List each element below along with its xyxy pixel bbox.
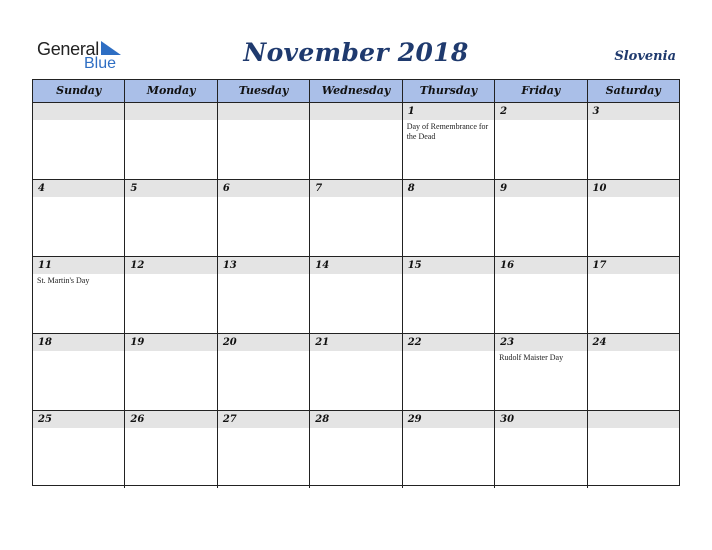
day-cell[interactable]: [495, 103, 587, 179]
day-cell[interactable]: [310, 334, 402, 410]
weekday-header-tuesday: Tuesday: [218, 80, 310, 102]
day-cell[interactable]: [125, 257, 217, 333]
week-row: [33, 334, 679, 411]
logo-text-general: General: [37, 39, 99, 59]
day-number: 19: [130, 337, 145, 348]
day-cell[interactable]: [403, 257, 495, 333]
calendar-title: November 2018: [243, 38, 469, 67]
day-cell[interactable]: [495, 180, 587, 256]
day-event-text: Day of Remembrance for the Dead: [406, 122, 489, 141]
day-number: 25: [38, 414, 52, 425]
day-number: 17: [592, 260, 607, 271]
weekday-header-wednesday: Wednesday: [310, 80, 402, 102]
day-number-band: [33, 180, 124, 197]
day-number: 23: [500, 337, 515, 348]
day-cell[interactable]: [310, 257, 402, 333]
day-number: 11: [38, 260, 52, 271]
day-number-band: [310, 180, 401, 197]
day-number: 8: [407, 183, 415, 194]
day-number-band: [403, 180, 494, 197]
day-cell[interactable]: [33, 257, 125, 333]
day-number-band: [588, 103, 679, 120]
day-number: 14: [315, 260, 330, 271]
week-row: [33, 180, 679, 257]
day-cell[interactable]: [403, 103, 495, 179]
day-number-band: [403, 103, 494, 120]
weekday-header-thursday: Thursday: [403, 80, 495, 102]
day-number: 21: [315, 337, 330, 348]
day-cell[interactable]: [588, 257, 679, 333]
day-cell[interactable]: [588, 334, 679, 410]
day-cell[interactable]: [33, 411, 125, 488]
day-number: 18: [38, 337, 52, 348]
day-cell[interactable]: [588, 103, 679, 179]
day-number: 1: [407, 106, 415, 117]
day-number: 13: [222, 260, 237, 271]
day-number: 28: [315, 414, 330, 425]
country-label: Slovenia: [614, 49, 676, 64]
day-number: 10: [592, 183, 607, 194]
day-number-band: [588, 411, 679, 428]
day-cell[interactable]: [588, 411, 679, 488]
day-number: 20: [222, 337, 237, 348]
day-number: 29: [407, 414, 422, 425]
day-cell[interactable]: [33, 334, 125, 410]
day-cell[interactable]: [403, 334, 495, 410]
day-event-text: Rudolf Maister Day: [499, 353, 564, 362]
day-cell[interactable]: [495, 257, 587, 333]
day-cell[interactable]: [218, 334, 310, 410]
day-number: 5: [130, 183, 138, 194]
day-number: 7: [315, 183, 323, 194]
day-number-band: [495, 180, 586, 197]
day-cell[interactable]: [125, 180, 217, 256]
day-cell[interactable]: [218, 257, 310, 333]
day-number: 4: [38, 183, 45, 194]
day-number: 12: [130, 260, 145, 271]
weekday-header-monday: Monday: [125, 80, 217, 102]
day-cell[interactable]: [33, 180, 125, 256]
day-cell[interactable]: [125, 103, 217, 179]
day-cell[interactable]: [310, 411, 402, 488]
day-cell[interactable]: [403, 180, 495, 256]
day-number: 3: [592, 106, 600, 117]
day-number: 15: [407, 260, 422, 271]
day-number: 2: [500, 106, 508, 117]
day-number: 26: [130, 414, 145, 425]
day-cell[interactable]: [218, 411, 310, 488]
day-number: 6: [222, 183, 230, 194]
calendar-grid: [32, 79, 680, 486]
day-number: 24: [592, 337, 607, 348]
day-cell[interactable]: [495, 334, 587, 410]
weekday-header-row: [33, 80, 679, 103]
week-row: [33, 257, 679, 334]
day-cell[interactable]: [33, 103, 125, 179]
day-number-band: [218, 103, 309, 120]
week-row: [33, 103, 679, 180]
generalblue-logo: [37, 39, 127, 75]
day-number-band: [495, 103, 586, 120]
weekday-header-friday: Friday: [495, 80, 587, 102]
week-row: [33, 411, 679, 488]
day-number: 30: [500, 414, 515, 425]
day-number: 22: [407, 337, 422, 348]
day-cell[interactable]: [495, 411, 587, 488]
day-cell[interactable]: [403, 411, 495, 488]
day-cell[interactable]: [218, 103, 310, 179]
day-event-text: St. Martin's Day: [37, 276, 90, 285]
weekday-header-saturday: Saturday: [605, 84, 661, 97]
day-cell[interactable]: [125, 334, 217, 410]
day-number: 27: [222, 414, 237, 425]
logo-text-blue: Blue: [84, 55, 117, 72]
day-number-band: [310, 103, 401, 120]
day-number-band: [218, 180, 309, 197]
day-number-band: [125, 180, 216, 197]
day-number-band: [125, 103, 216, 120]
day-cell[interactable]: [310, 180, 402, 256]
day-cell[interactable]: [310, 103, 402, 179]
day-number: 16: [500, 260, 515, 271]
day-cell[interactable]: [125, 411, 217, 488]
day-cell[interactable]: [218, 180, 310, 256]
day-number: 9: [500, 183, 508, 194]
day-number-band: [33, 103, 124, 120]
day-cell[interactable]: [588, 180, 679, 256]
weekday-header-sunday: Sunday: [33, 80, 125, 102]
